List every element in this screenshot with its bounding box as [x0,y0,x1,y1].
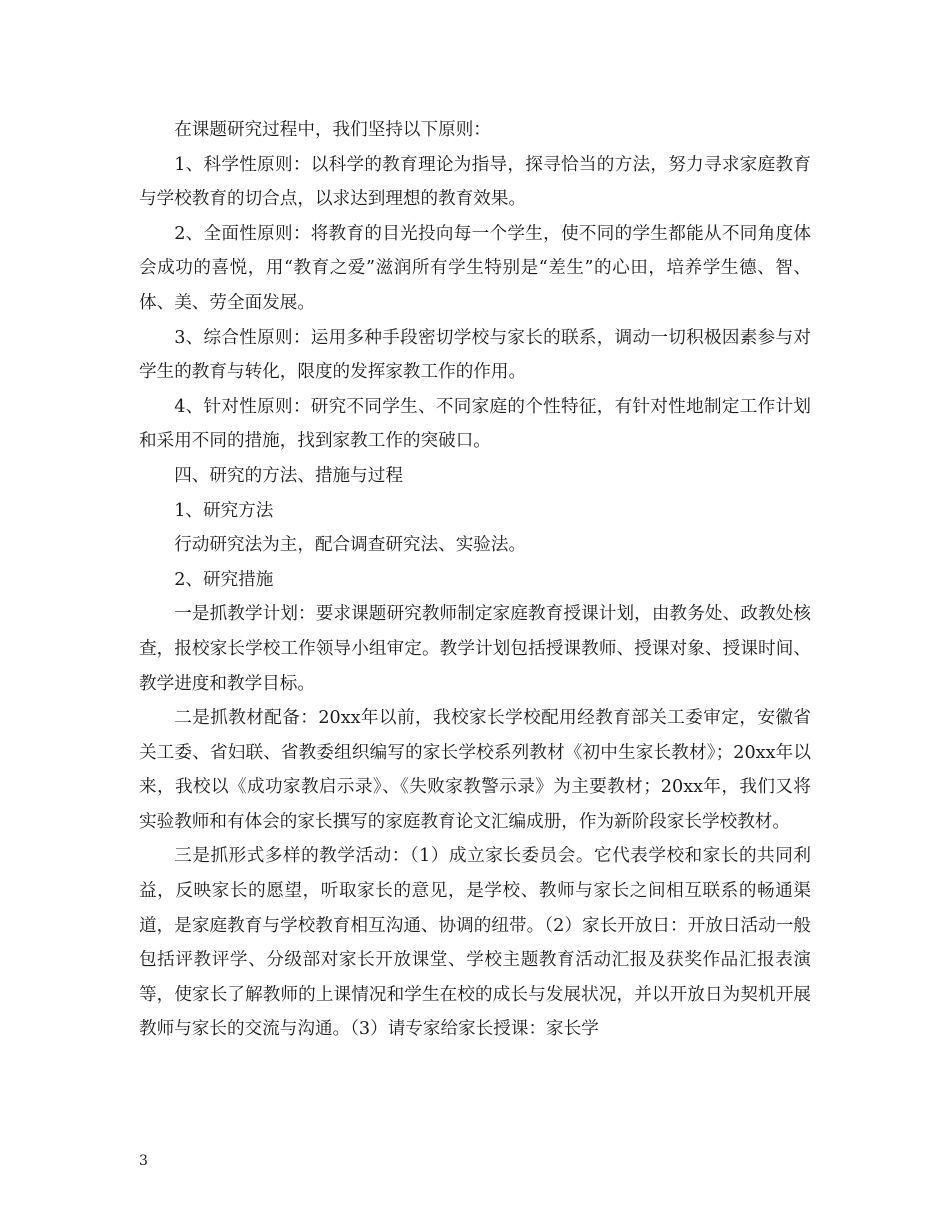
paragraph-scientific-principle: 1、科学性原则：以科学的教育理论为指导，探寻恰当的方法，努力寻求家庭教育与学校教育的切合点，以求达到理想的教育效果。 [139,154,811,210]
page-number: 3 [139,1153,148,1169]
paragraph-integrated-principle: 3、综合性原则：运用多种手段密切学校与家长的联系，调动一切积极因素参与对学生的教育与转化，限度的发挥家教工作的作用。 [139,327,811,383]
section-heading-methods: 四、研究的方法、措施与过程 [174,465,403,486]
paragraph-comprehensive-principle: 2、全面性原则：将教育的目光投向每一个学生，使不同的学生都能从不同角度体会成功的喜悦，用“教育之爱”滋润所有学生特别是“差生”的心田，培养学生德、智、体、美、劳全面发展。 [139,223,811,313]
paragraph-teaching-plan: 一是抓教学计划：要求课题研究教师制定家庭教育授课计划，由教务处、政教处核查，报校家长学校工作领导小组审定。教学计划包括授课教师、授课对象、授课时间、教学进度和教学目标。 [139,604,811,694]
paragraph-targeted-principle: 4、针对性原则：研究不同学生、不同家庭的个性特征，有针对性地制定工作计划和采用不同的措施，找到家教工作的突破口。 [139,396,811,452]
subheading-research-method: 1、研究方法 [174,500,274,521]
document-body [139,113,811,1047]
paragraph-teaching-materials: 二是抓教材配备：20xx年以前，我校家长学校配用经教育部关工委审定，安徽省关工委、省妇联、省教委组织编写的家长学校系列教材《初中生家长教材》；20xx年以来，我校以《成功家教启示录》、《失败家教警示录》为主要教材；20xx年，我们又将实验教师和有体会的家长撰写的家庭教育论文汇编成册，作为新阶段家长学校教材。 [139,708,811,832]
paragraph-research-method: 行动研究法为主，配合调查研究法、实验法。 [174,535,527,556]
subheading-research-measures: 2、研究措施 [174,569,274,590]
paragraph-teaching-activities: 三是抓形式多样的教学活动：（1）成立家长委员会。它代表学校和家长的共同利益，反映家长的愿望，听取家长的意见，是学校、教师与家长之间相互联系的畅通渠道，是家庭教育与学校教育相互沟通、协调的纽带。（2）家长开放日：开放日活动一般包括评教评学、分级部对家长开放课堂、学校主题教育活动汇报及获奖作品汇报表演等，使家长了解教师的上课情况和学生在校的成长与发展状况，并以开放日为契机开展教师与家长的交流与沟通。（3）请专家给家长授课：家长学 [139,846,811,1040]
paragraph-research-principles-intro: 在课题研究过程中，我们坚持以下原则： [174,120,491,140]
